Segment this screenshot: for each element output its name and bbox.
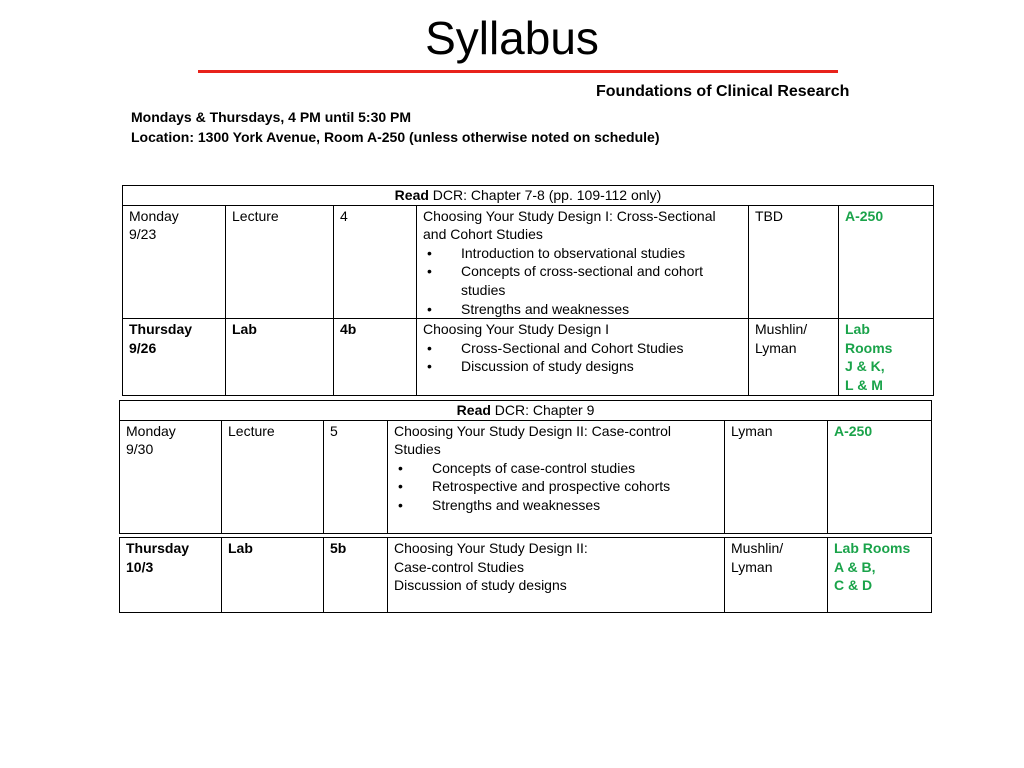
- instructor-line: Mushlin/: [755, 321, 808, 338]
- topic-line: Case-control Studies: [394, 558, 524, 575]
- instructor-line: Lyman: [731, 558, 773, 575]
- room-line: A & B,: [834, 558, 876, 575]
- room-line: Lab Rooms: [834, 540, 911, 556]
- schedule-table-week-1: [122, 185, 934, 396]
- table-row: [123, 319, 934, 395]
- instructor-line: Lyman: [755, 339, 797, 356]
- list-item: • Concepts of cross-sectional and cohort studies: [423, 262, 742, 299]
- session-room: A-250: [828, 420, 932, 533]
- list-item: • Strengths and weaknesses: [423, 300, 742, 319]
- course-name: Foundations of Clinical Research: [596, 83, 850, 100]
- session-room: [828, 538, 932, 613]
- room-line: J & K,: [845, 358, 885, 375]
- topic-title: Choosing Your Study Design I: [423, 321, 610, 338]
- session-topic: [417, 205, 749, 319]
- reading-text: DCR: Chapter 7-8 (pp. 109-112 only): [428, 187, 662, 203]
- session-date: [123, 205, 226, 319]
- list-item: • Strengths and weaknesses: [394, 496, 718, 515]
- list-item: • Introduction to observational studies: [423, 244, 742, 263]
- topic-bullets: [394, 459, 718, 515]
- reading-assignment: [120, 401, 932, 421]
- session-type: Lab: [222, 538, 324, 613]
- session-date: [120, 420, 222, 533]
- session-instructor: TBD: [749, 205, 839, 319]
- topic-line: Choosing Your Study Design II:: [394, 540, 588, 556]
- session-room: A-250: [839, 205, 934, 319]
- session-room: [839, 319, 934, 395]
- session-topic: [417, 319, 749, 395]
- schedule-table-week-2: [119, 400, 932, 534]
- session-instructor: Lyman: [725, 420, 828, 533]
- session-day: Monday: [129, 207, 179, 224]
- room-line: Lab: [845, 321, 870, 338]
- reading-assignment: [123, 186, 934, 206]
- table-row: [120, 538, 932, 613]
- list-item: • Concepts of case-control studies: [394, 459, 718, 478]
- session-number: 5: [324, 420, 388, 533]
- session-date-value: 9/30: [126, 441, 154, 458]
- session-day: Thursday: [126, 540, 190, 556]
- instructor-line: Mushlin/: [731, 540, 784, 556]
- topic-title: Choosing Your Study Design I: Cross-Sectional and Cohort Studies: [423, 207, 716, 243]
- topic-line: Discussion of study designs: [394, 577, 567, 594]
- schedule-table-week-2-lab: [119, 537, 932, 613]
- session-number: 4b: [334, 319, 417, 395]
- page-title: Syllabus: [425, 12, 599, 64]
- session-number: 4: [334, 205, 417, 319]
- session-date-value: 9/23: [129, 226, 157, 243]
- list-item: • Discussion of study designs: [423, 357, 742, 376]
- reading-text: DCR: Chapter 9: [490, 402, 595, 418]
- list-item: • Cross-Sectional and Cohort Studies: [423, 339, 742, 358]
- topic-bullets: [423, 244, 742, 318]
- session-date: [120, 538, 222, 613]
- session-type: Lecture: [222, 420, 324, 533]
- session-date-value: 10/3: [126, 558, 154, 575]
- course-info: [131, 107, 660, 147]
- table-row: [120, 420, 932, 533]
- room-line: L & M: [845, 376, 883, 393]
- session-topic: [388, 420, 725, 533]
- schedule-line: Mondays & Thursdays, 4 PM until 5:30 PM: [131, 109, 412, 125]
- read-label: Read: [456, 402, 491, 418]
- location-line: Location: 1300 York Avenue, Room A-250 (unless otherwise noted on schedule): [131, 129, 660, 145]
- session-date: [123, 319, 226, 395]
- read-label: Read: [394, 187, 429, 203]
- topic-title: Choosing Your Study Design II: Case-control Studies: [394, 422, 672, 458]
- title-divider: [198, 70, 838, 73]
- session-number: 5b: [324, 538, 388, 613]
- session-day: Monday: [126, 422, 176, 439]
- topic-bullets: [423, 339, 742, 376]
- session-type: Lab: [226, 319, 334, 395]
- session-instructor: [725, 538, 828, 613]
- session-topic: [388, 538, 725, 613]
- session-date-value: 9/26: [129, 339, 157, 356]
- table-row: [123, 205, 934, 319]
- session-instructor: [749, 319, 839, 395]
- session-day: Thursday: [129, 321, 193, 338]
- room-line: C & D: [834, 577, 873, 594]
- list-item: • Retrospective and prospective cohorts: [394, 477, 718, 496]
- session-type: Lecture: [226, 205, 334, 319]
- room-line: Rooms: [845, 339, 893, 356]
